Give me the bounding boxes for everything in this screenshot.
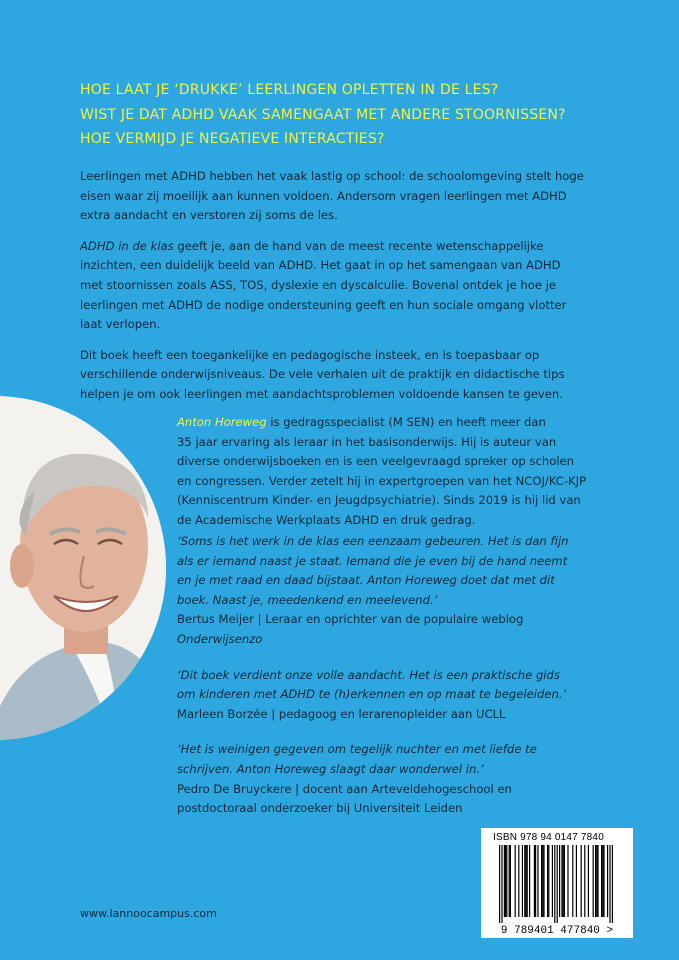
- text-line: 35 jaar ervaring als leraar in het basisonderwijs. Hij is auteur van: [177, 434, 557, 449]
- endorsement-2: [177, 666, 617, 725]
- barcode-digits: 9 789401 477840 >: [500, 925, 614, 935]
- barcode-bar: [552, 845, 553, 917]
- barcode-bar: [509, 845, 510, 917]
- headline-3: HOE VERMIJD JE NEGATIEVE INTERACTIES?: [80, 131, 385, 147]
- text-line: Leerlingen met ADHD hebben het vaak lastig op school: de schoolomgeving stelt hoge: [80, 169, 584, 183]
- text-line: geeft je, aan de hand van de meest recente wetenschappelijke: [173, 238, 544, 253]
- text-line: diverse onderwijsboeken en is een veelgevraagd spreker op scholen: [177, 454, 575, 469]
- description-paragraph-2: [80, 237, 620, 335]
- headline-questions: [80, 78, 640, 152]
- barcode-bar: [547, 845, 548, 917]
- barcode-bar: [559, 845, 560, 917]
- barcode-bar: [554, 845, 555, 923]
- quote-line: om kinderen met ADHD te (h)erkennen en op maat te begeleiden.’: [177, 687, 567, 702]
- text-line: inzichten, een duidelijk beeld van ADHD. Het gaat in op het samengaan van ADHD: [80, 258, 561, 273]
- barcode-bar: [499, 845, 500, 923]
- barcode-bar: [505, 845, 506, 917]
- quote-line: ‘Dit boek verdient onze volle aandacht. Het is een praktische gids: [177, 667, 560, 682]
- barcode-icon: [489, 845, 625, 935]
- barcode-bar: [563, 845, 564, 917]
- barcode-bar: [593, 845, 594, 917]
- barcode-bar: [561, 845, 562, 917]
- text-line: Dit boek heeft een toegankelijke en pedagogische insteek, en is toepasbaar op: [80, 347, 540, 362]
- author-bio: [177, 413, 617, 531]
- quote-line: schrijven. Anton Horeweg slaagt daar wonderwel in.’: [177, 761, 484, 776]
- quote-line: als er iemand naast je staat. Iemand die je even bij de hand neemt: [177, 553, 568, 568]
- barcode-bar: [543, 845, 544, 917]
- barcode-bar: [602, 845, 603, 917]
- quote-line: ‘Het is weinigen gegeven om tegelijk nuchter en met liefde te: [177, 742, 537, 757]
- text-line: helpen je om ook leerlingen met aandachtsproblemen voldoende kansen te geven.: [80, 386, 563, 401]
- barcode-bar: [596, 845, 597, 917]
- barcode-bar: [597, 845, 598, 917]
- barcode-bar: [581, 845, 582, 917]
- headline-1: HOE LAAT JE ‘DRUKKE’ LEERLINGEN OPLETTEN IN DE LES?: [80, 82, 499, 98]
- description-paragraph-1: [80, 167, 620, 226]
- book-title: ADHD in de klas: [80, 238, 174, 253]
- text-line: en congressen. Verder zetelt hij in expertgroepen van het NCOJ/KC-KJP: [177, 473, 587, 488]
- barcode-bar: [548, 845, 549, 917]
- book-description: [80, 167, 620, 416]
- barcode-bar: [572, 845, 573, 917]
- endorsement-1: [177, 532, 617, 650]
- barcode-bar: [524, 845, 525, 917]
- barcode-bar: [527, 845, 528, 917]
- text-line: eisen waar zij moeilijk aan kunnen voldoen. Andersom vragen leerlingen met ADHD: [80, 188, 567, 203]
- author-name: Anton Horeweg: [177, 415, 267, 429]
- barcode-bar: [588, 845, 589, 917]
- barcode-bar: [612, 845, 613, 923]
- quote-attribution: Marleen Borzée | pedagoog en lerarenopleider aan UCLL: [177, 706, 506, 721]
- author-portrait-icon: [0, 396, 166, 740]
- publisher-website: www.lannoocampus.com: [80, 907, 217, 920]
- description-paragraph-3: [80, 346, 620, 405]
- barcode-bar: [534, 845, 535, 917]
- author-photo: [0, 396, 166, 740]
- barcode-bar: [522, 845, 523, 917]
- quote-attribution: postdoctoraal onderzoeker bij Universiteit Leiden: [177, 801, 463, 816]
- barcode-bar: [510, 845, 511, 917]
- quote-line: ‘Soms is het werk in de klas een eenzaam gebeuren. Het is dan fijn: [177, 534, 569, 548]
- text-line: is gedragsspecialist (M SEN) en heeft meer dan: [266, 415, 546, 429]
- barcode-bar: [595, 845, 596, 917]
- barcode-bar: [504, 845, 505, 917]
- barcode-bar: [518, 845, 519, 917]
- barcode-bar: [601, 845, 602, 917]
- barcode-bar: [564, 845, 565, 917]
- barcode-bar: [501, 845, 502, 923]
- quote-line: en je met raad en daad bijstaat. Anton Horeweg doet dat met dit: [177, 573, 555, 588]
- quote-attribution: Bertus Meijer | Leraar en oprichter van de populaire weblog: [177, 612, 524, 627]
- text-line: extra aandacht en verstoren zij soms de les.: [80, 208, 338, 223]
- text-line: met stoornissen zoals ASS, TOS, dyslexie en dyscalculie. Bovenal ontdek je hoe je: [80, 277, 557, 292]
- text-line: laat verlopen.: [80, 317, 161, 332]
- isbn-barcode: [481, 828, 633, 938]
- barcode-bar: [535, 845, 536, 917]
- barcode-bar: [537, 845, 538, 917]
- barcode-bar: [506, 845, 507, 917]
- text-line: (Kenniscentrum Kinder- en Jeugdpsychiatrie). Sinds 2019 is hij lid van: [177, 493, 581, 508]
- barcode-bar: [557, 845, 558, 923]
- endorsements: [177, 532, 617, 835]
- quote-attribution: Pedro De Bruyckere | docent aan Arteveldehogeschool en: [177, 781, 512, 796]
- quote-line: boek. Naast je, meedenkend en meelevend.’: [177, 592, 438, 607]
- blog-name: Onderwijsenzo: [177, 631, 263, 646]
- barcode-bar: [567, 845, 568, 917]
- text-line: verschillende onderwijsniveaus. De vele verhalen uit de praktijk en didactische tips: [80, 367, 565, 382]
- barcode-bar: [584, 845, 585, 917]
- barcode-bar: [607, 845, 608, 917]
- barcode-bar: [515, 845, 516, 917]
- endorsement-3: [177, 740, 617, 818]
- barcode-bar: [576, 845, 577, 917]
- barcode-bar: [542, 845, 543, 917]
- text-line: de Academische Werkplaats ADHD en druk gedrag.: [177, 512, 476, 527]
- isbn-label: ISBN 978 94 0147 7840: [493, 832, 604, 843]
- barcode-bar: [529, 845, 530, 917]
- barcode-bar: [525, 845, 526, 917]
- text-line: leerlingen met ADHD de nodige ondersteuning geeft en hun sociale omgang vlotter: [80, 297, 567, 312]
- barcode-bar: [603, 845, 604, 917]
- barcode-bar: [541, 845, 542, 917]
- barcode-bar: [609, 845, 610, 923]
- headline-2: WIST JE DAT ADHD VAAK SAMENGAAT MET ANDERE STOORNISSEN?: [80, 106, 566, 123]
